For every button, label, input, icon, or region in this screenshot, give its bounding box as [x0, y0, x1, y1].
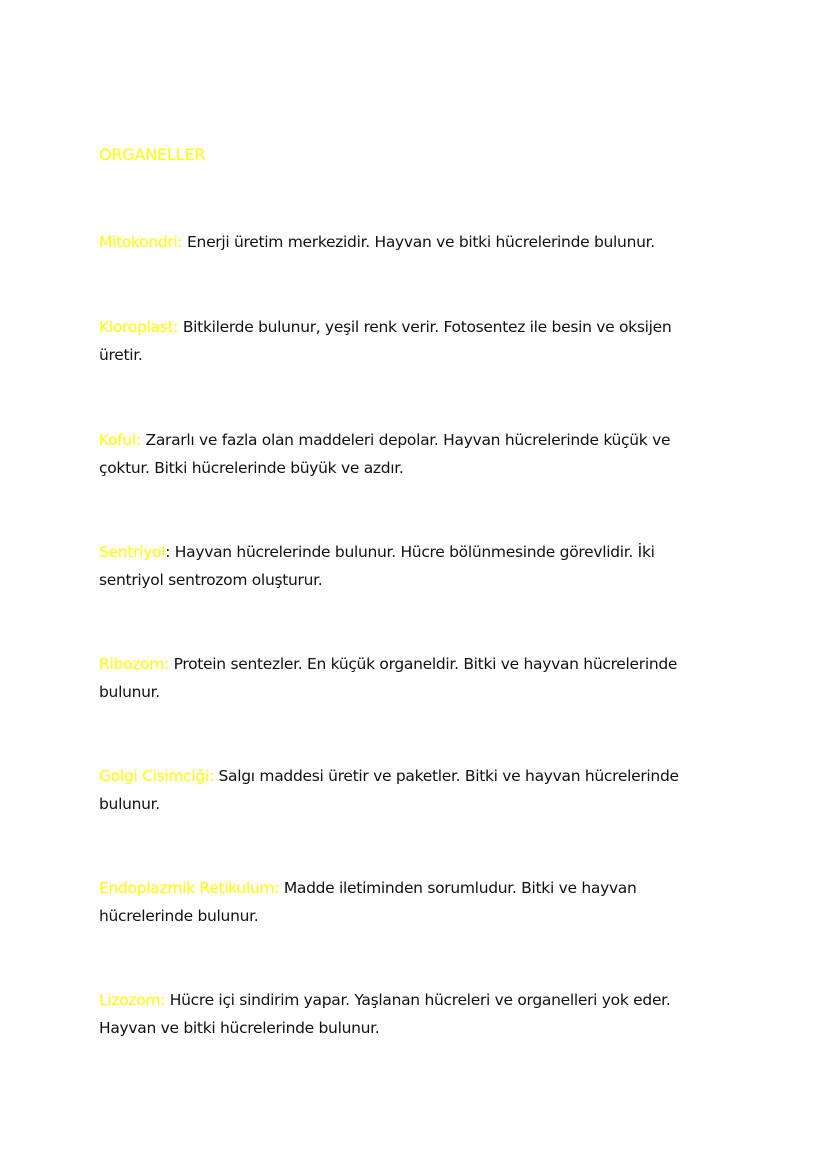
- entry-term: Koful:: [99, 431, 141, 449]
- entry-text: Madde iletiminden sorumludur. Bitki ve hayvan hücrelerinde bulunur.: [99, 879, 637, 925]
- entry-text: Salgı maddesi üretir ve paketler. Bitki ve hayvan hücrelerinde bulunur.: [99, 767, 679, 813]
- entry-koful: [99, 426, 719, 482]
- entry-text: Zararlı ve fazla olan maddeleri depolar. Hayvan hücrelerinde küçük ve çoktur. Bitki hücrelerinde büyük ve azdır.: [99, 431, 671, 477]
- entry-term: Mitokondri:: [99, 233, 183, 251]
- entry-term: Ribozom:: [99, 655, 169, 673]
- entry-text: Protein sentezler. En küçük organeldir. Bitki ve hayvan hücrelerinde bulunur.: [99, 655, 678, 701]
- entry-mitokondri: [99, 228, 719, 256]
- entry-text: Bitkilerde bulunur, yeşil renk verir. Fotosentez ile besin ve oksijen üretir.: [99, 318, 672, 364]
- entry-term: Golgi Cisimciği:: [99, 767, 214, 785]
- entry-lizozom: [99, 986, 719, 1042]
- entry-term: Endoplazmik Retikulum:: [99, 879, 280, 897]
- entry-endoplazmik-retikulum: [99, 874, 719, 930]
- entry-text: Hücre içi sindirim yapar. Yaşlanan hücreleri ve organelleri yok eder. Hayvan ve bitki hücrelerinde bulunur.: [99, 991, 671, 1037]
- entry-text: : Hayvan hücrelerinde bulunur. Hücre bölünmesinde görevlidir. İki sentriyol sentrozom oluşturur.: [99, 543, 655, 589]
- entry-term: Lizozom:: [99, 991, 166, 1009]
- entry-text: Enerji üretim merkezidir. Hayvan ve bitki hücrelerinde bulunur.: [182, 233, 655, 251]
- entry-sentriyol: [99, 538, 719, 594]
- entry-term: Kloroplast:: [99, 318, 179, 336]
- entry-kloroplast: [99, 313, 719, 369]
- entry-ribozom: [99, 650, 719, 706]
- entry-term: Sentriyol: [99, 543, 166, 561]
- page-title: ORGANELLER: [99, 145, 206, 164]
- entry-golgi-cisimcigi: [99, 762, 719, 818]
